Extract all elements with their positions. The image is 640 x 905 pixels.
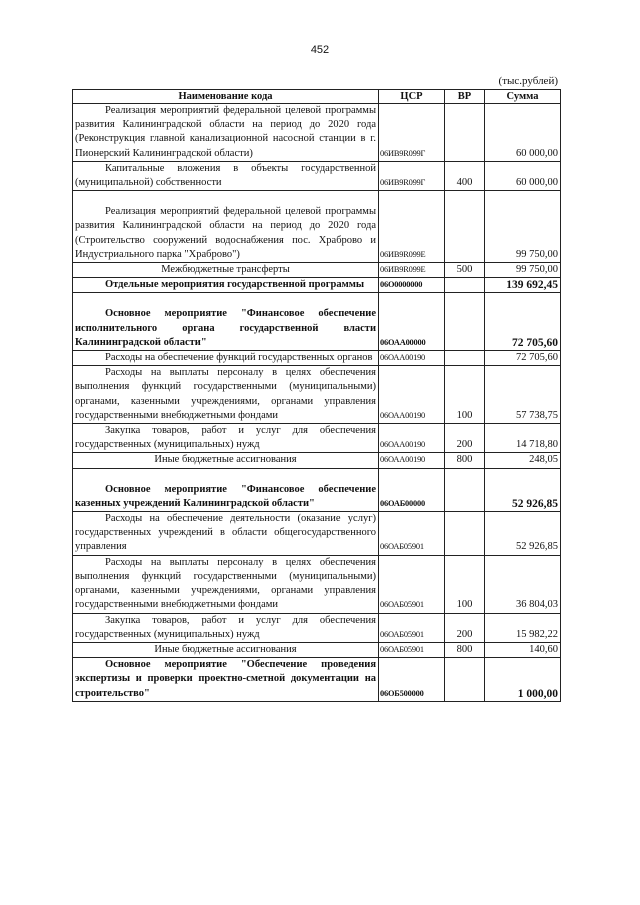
table-row — [73, 366, 561, 424]
table-row — [73, 161, 561, 190]
row-vr — [445, 512, 485, 556]
row-sum: 140,60 — [485, 642, 561, 657]
row-vr — [445, 191, 485, 263]
row-csr: 06ОАА00190 — [379, 453, 445, 468]
row-csr: 06О0000000 — [379, 278, 445, 293]
row-name: Расходы на выплаты персоналу в целях обеспечения выполнения функций государственными (муниципальными) органами, казенными учреждениями, органами управления государственными внебюджетными фондами — [73, 366, 379, 424]
row-sum: 72 705,60 — [485, 293, 561, 351]
row-name: Основное мероприятие "Финансовое обеспечение исполнительного органа государственной власти Калининградской области" — [73, 293, 379, 351]
row-csr: 06ОАБ05901 — [379, 642, 445, 657]
row-sum: 1 000,00 — [485, 658, 561, 702]
table-row — [73, 512, 561, 556]
table-header-row — [73, 90, 561, 104]
table-row — [73, 453, 561, 468]
row-sum: 52 926,85 — [485, 512, 561, 556]
row-vr: 400 — [445, 161, 485, 190]
row-vr — [445, 104, 485, 162]
table-row — [73, 191, 561, 263]
row-csr: 06ОАА00190 — [379, 366, 445, 424]
row-sum: 36 804,03 — [485, 555, 561, 613]
row-sum: 99 750,00 — [485, 263, 561, 278]
row-csr: 06ИВ9R099Г — [379, 161, 445, 190]
row-vr: 100 — [445, 555, 485, 613]
table-row — [73, 468, 561, 511]
table-row — [73, 263, 561, 278]
row-sum: 14 718,80 — [485, 424, 561, 453]
table-row — [73, 658, 561, 702]
header-csr: ЦСР — [379, 90, 445, 104]
header-name: Наименование кода — [73, 90, 379, 104]
page-number: 452 — [310, 44, 330, 56]
row-name: Отдельные мероприятия государственной программы — [73, 278, 379, 293]
table-row — [73, 278, 561, 293]
row-vr: 500 — [445, 263, 485, 278]
table-row — [73, 351, 561, 366]
row-sum: 57 738,75 — [485, 366, 561, 424]
table-row — [73, 613, 561, 642]
row-csr: 06ОАА00000 — [379, 293, 445, 351]
row-sum: 15 982,22 — [485, 613, 561, 642]
row-name: Расходы на выплаты персоналу в целях обеспечения выполнения функций государственными (муниципальными) органами, казенными учреждениями, органами управления государственными внебюджетными фондами — [73, 555, 379, 613]
table-row — [73, 104, 561, 162]
table-row — [73, 293, 561, 351]
row-name: Межбюджетные трансферты — [73, 263, 379, 278]
row-name: Расходы на обеспечение функций государственных органов — [73, 351, 379, 366]
row-vr: 100 — [445, 366, 485, 424]
header-vr: ВР — [445, 90, 485, 104]
row-csr: 06ОАА00190 — [379, 351, 445, 366]
row-name: Закупка товаров, работ и услуг для обеспечения государственных (муниципальных) нужд — [73, 613, 379, 642]
row-vr — [445, 658, 485, 702]
row-vr: 200 — [445, 424, 485, 453]
row-name: Реализация мероприятий федеральной целевой программы развития Калининградской области на период до 2020 года (Строительство сооружений водоснабжения пос. Храброво и Индустриального парка "Храброво") — [73, 191, 379, 263]
row-name: Основное мероприятие "Финансовое обеспечение казенных учреждений Калининградской области" — [73, 468, 379, 511]
row-name: Закупка товаров, работ и услуг для обеспечения государственных (муниципальных) нужд — [73, 424, 379, 453]
row-sum: 60 000,00 — [485, 104, 561, 162]
row-sum: 72 705,60 — [485, 351, 561, 366]
units-label: (тыс.рублей) — [498, 75, 558, 87]
row-vr: 800 — [445, 642, 485, 657]
row-vr: 800 — [445, 453, 485, 468]
row-sum: 248,05 — [485, 453, 561, 468]
row-name: Расходы на обеспечение деятельности (оказание услуг) государственных учреждений в области общегосударственного управления — [73, 512, 379, 556]
row-csr: 06ИВ9R099Е — [379, 263, 445, 278]
row-name: Капитальные вложения в объекты государственной (муниципальной) собственности — [73, 161, 379, 190]
row-csr: 06ОБ500000 — [379, 658, 445, 702]
row-name: Основное мероприятие "Обеспечение проведения экспертизы и проверки проектно-сметной документации на строительство" — [73, 658, 379, 702]
row-vr — [445, 468, 485, 511]
row-name: Иные бюджетные ассигнования — [73, 453, 379, 468]
row-name: Иные бюджетные ассигнования — [73, 642, 379, 657]
row-csr: 06ОАБ05901 — [379, 613, 445, 642]
row-csr: 06ИВ9R099Г — [379, 104, 445, 162]
row-sum: 52 926,85 — [485, 468, 561, 511]
table-row — [73, 642, 561, 657]
table-row — [73, 424, 561, 453]
row-sum: 99 750,00 — [485, 191, 561, 263]
row-sum: 139 692,45 — [485, 278, 561, 293]
header-sum: Сумма — [485, 90, 561, 104]
row-sum: 60 000,00 — [485, 161, 561, 190]
table-row — [73, 555, 561, 613]
row-vr — [445, 293, 485, 351]
row-csr: 06ОАБ05901 — [379, 555, 445, 613]
row-vr — [445, 351, 485, 366]
row-vr: 200 — [445, 613, 485, 642]
row-csr: 06ИВ9R099Е — [379, 191, 445, 263]
row-csr: 06ОАБ00000 — [379, 468, 445, 511]
row-csr: 06ОАБ05901 — [379, 512, 445, 556]
row-csr: 06ОАА00190 — [379, 424, 445, 453]
row-vr — [445, 278, 485, 293]
budget-table — [72, 89, 561, 702]
row-name: Реализация мероприятий федеральной целевой программы развития Калининградской области на период до 2020 года (Реконструкция главной канализационной насосной станции в г. Пионерский Калининградской области) — [73, 104, 379, 162]
